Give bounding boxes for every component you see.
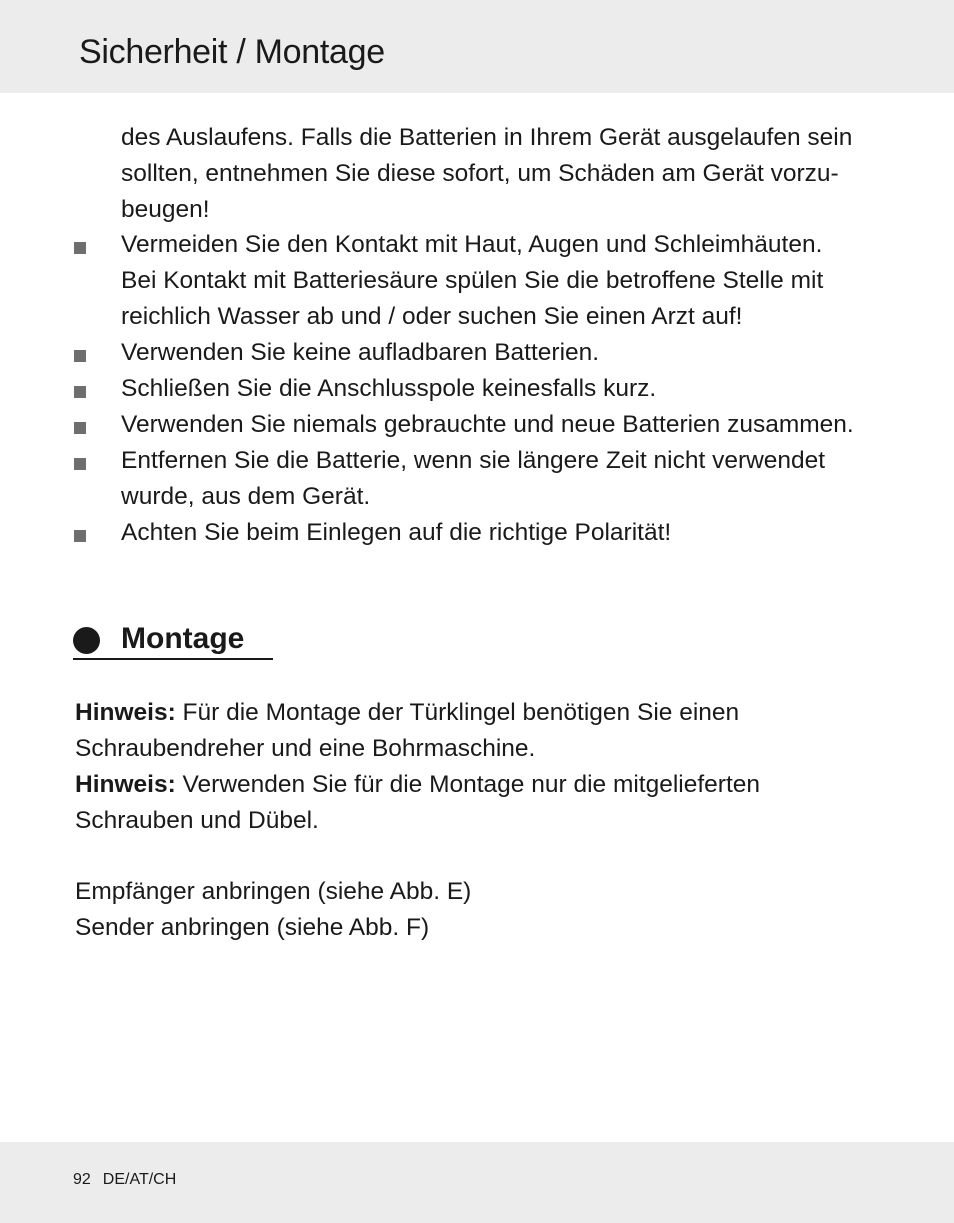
list-item-line: Verwenden Sie niemals gebrauchte und neue Batterien zusammen. (121, 411, 854, 438)
list-item-line: Bei Kontakt mit Batteriesäure spülen Sie die betroffene Stelle mit (121, 267, 824, 294)
note-paragraph (75, 695, 739, 731)
list-item-line: wurde, aus dem Gerät. (121, 483, 371, 510)
note-text: Verwenden Sie für die Montage nur die mitgelieferten (175, 771, 761, 798)
note-label: Hinweis: (75, 699, 176, 726)
list-item-line: Entfernen Sie die Batterie, wenn sie längere Zeit nicht verwendet (121, 447, 826, 474)
section-heading: Montage (121, 622, 245, 655)
region-code: DE/AT/CH (102, 1171, 177, 1188)
list-bullet-icon (74, 242, 86, 254)
section-dot-icon (73, 627, 100, 654)
header-bar (0, 0, 954, 93)
list-bullet-icon (74, 458, 86, 470)
list-item-line: Verwenden Sie keine aufladbaren Batterien. (121, 339, 600, 366)
page-title: Sicherheit / Montage (79, 33, 385, 71)
safety-continuation-line: des Auslaufens. Falls die Batterien in Ihrem Gerät ausgelaufen sein (121, 124, 853, 151)
list-item-line: Achten Sie beim Einlegen auf die richtige Polarität! (121, 519, 672, 546)
montage-step: Empfänger anbringen (siehe Abb. E) (75, 878, 472, 905)
note-text: Für die Montage der Türklingel benötigen Sie einen (175, 699, 740, 726)
note-paragraph (75, 767, 760, 803)
footer (73, 1170, 176, 1190)
note-label: Hinweis: (75, 771, 176, 798)
list-item-line: Schließen Sie die Anschlusspole keinesfalls kurz. (121, 375, 657, 402)
list-bullet-icon (74, 386, 86, 398)
note-text-line: Schraubendreher und eine Bohrmaschine. (75, 735, 536, 762)
montage-step: Sender anbringen (siehe Abb. F) (75, 914, 430, 941)
list-bullet-icon (74, 530, 86, 542)
list-bullet-icon (74, 350, 86, 362)
safety-continuation-line: sollten, entnehmen Sie diese sofort, um Schäden am Gerät vorzu- (121, 160, 839, 187)
list-bullet-icon (74, 422, 86, 434)
safety-continuation-line: beugen! (121, 196, 210, 223)
section-underline (73, 658, 273, 660)
note-text-line: Schrauben und Dübel. (75, 807, 319, 834)
list-item-line: Vermeiden Sie den Kontakt mit Haut, Augen und Schleimhäuten. (121, 231, 823, 258)
list-item-line: reichlich Wasser ab und / oder suchen Sie einen Arzt auf! (121, 303, 743, 330)
page-number: 92 (73, 1171, 91, 1188)
